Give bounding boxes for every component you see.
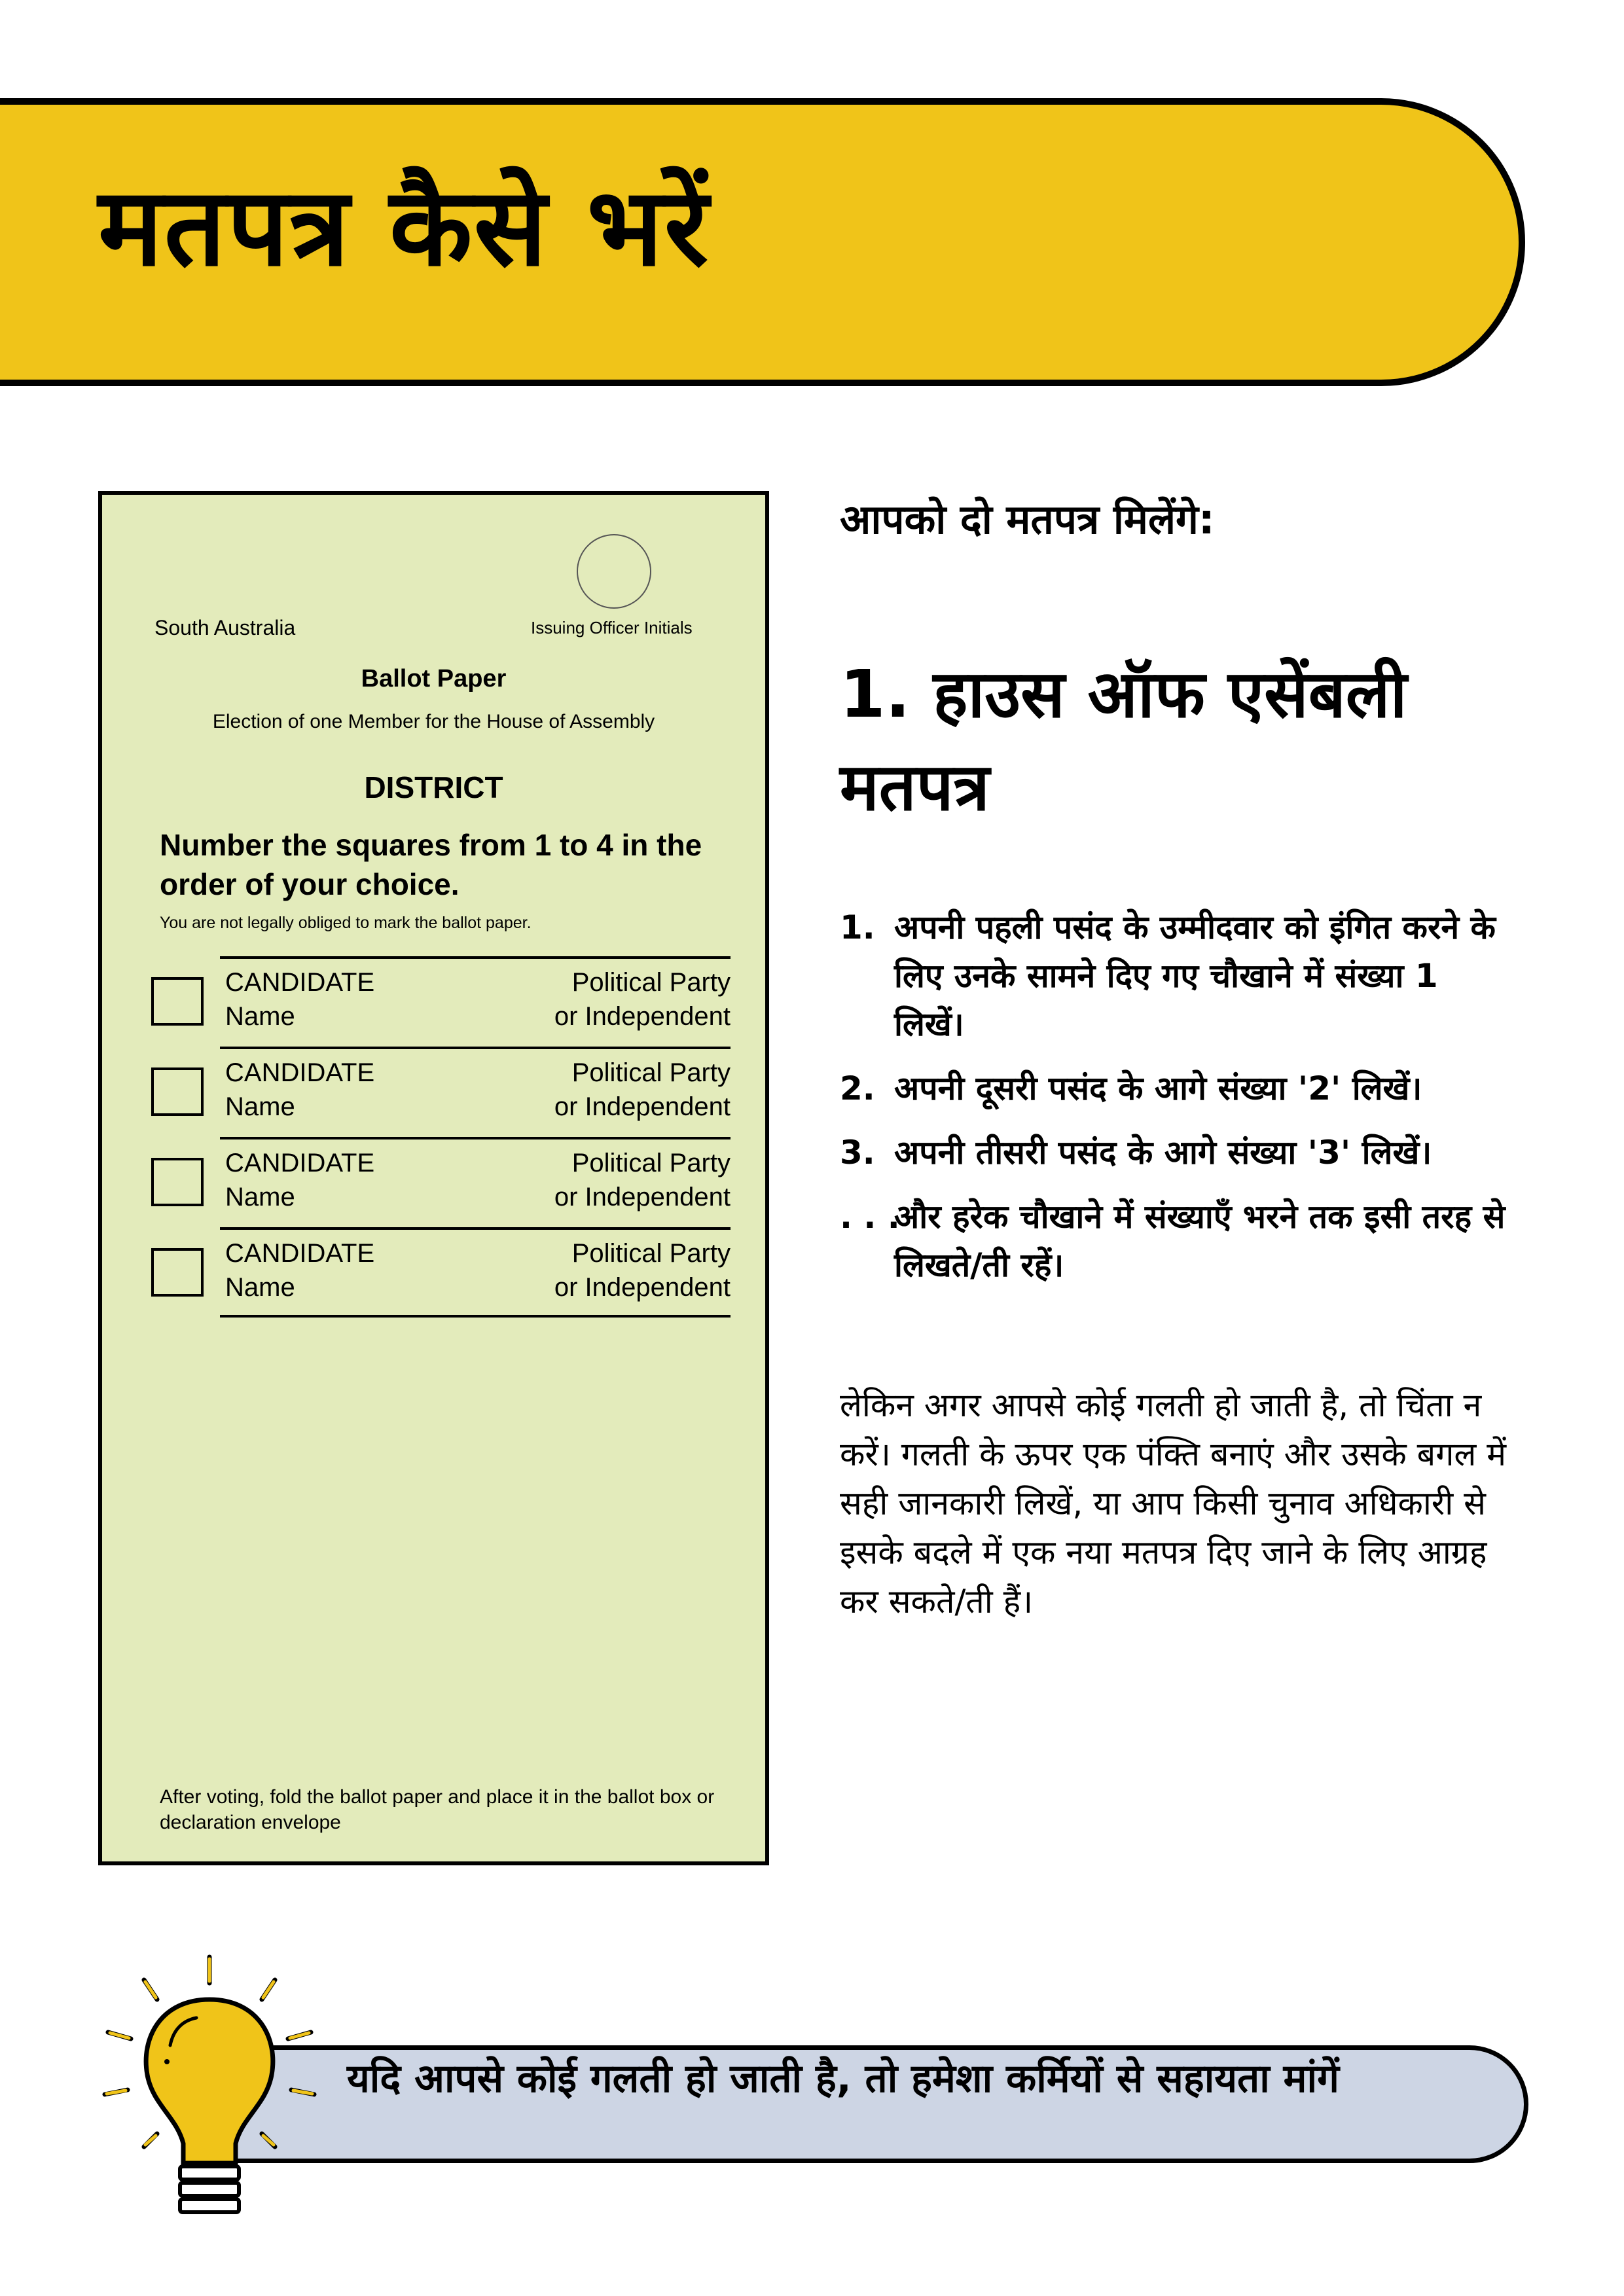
step-text: अपनी तीसरी पसंद के आगे संख्या '3' लिखें। xyxy=(894,1134,1432,1172)
candidate-list xyxy=(151,956,731,1318)
party-line1: Political Party xyxy=(571,968,731,997)
steps-list xyxy=(840,903,1514,1305)
step-number: 2. xyxy=(840,1069,875,1107)
candidate-name xyxy=(225,1056,374,1124)
ballot-note: You are not legally obliged to mark the ballot paper. xyxy=(160,914,532,932)
step-text: और हरेक चौखाने में संख्याएँ भरने तक इसी तरह से लिखते/ती रहें। xyxy=(894,1198,1506,1284)
party-line2: or Independent xyxy=(554,1273,731,1302)
candidate-name-line1: CANDIDATE xyxy=(225,1239,375,1268)
candidate-party xyxy=(554,1236,731,1304)
party-line1: Political Party xyxy=(571,1239,731,1268)
step-text: अपनी दूसरी पसंद के आगे संख्या '2' लिखें। xyxy=(894,1069,1422,1107)
row-divider xyxy=(220,956,731,959)
step-item xyxy=(840,1064,1514,1113)
candidate-row xyxy=(151,956,731,1047)
candidate-row xyxy=(151,1137,731,1227)
party-line2: or Independent xyxy=(554,1183,731,1211)
candidate-name-line1: CANDIDATE xyxy=(225,968,375,997)
party-line1: Political Party xyxy=(571,1058,731,1087)
step-number: . . . xyxy=(840,1198,900,1236)
step-number: 1. xyxy=(840,908,875,946)
candidate-checkbox[interactable] xyxy=(151,977,204,1026)
candidate-name-line2: Name xyxy=(225,1273,295,1302)
row-divider xyxy=(220,1227,731,1230)
candidate-row xyxy=(151,1047,731,1137)
party-line2: or Independent xyxy=(554,1002,731,1031)
bulb-base xyxy=(180,2166,239,2179)
candidate-party xyxy=(554,1146,731,1214)
candidate-name-line2: Name xyxy=(225,1092,295,1121)
step-text: अपनी पहली पसंद के उम्मीदवार को इंगित करने के लिए उनके सामने दिए गए चौखाने में संख्या 1 लिखें। xyxy=(894,908,1496,1043)
candidate-party xyxy=(554,965,731,1033)
ballot-state: South Australia xyxy=(154,616,296,639)
ballot-election: Election of one Member for the House of Assembly xyxy=(212,711,655,732)
ballot-district: DISTRICT xyxy=(364,770,503,804)
row-divider xyxy=(220,1137,731,1139)
step-item xyxy=(840,903,1514,1049)
ballot-paper xyxy=(98,491,769,1865)
initials-circle xyxy=(577,534,651,609)
ballot-instruction: Number the squares from 1 to 4 in the order of your choice. xyxy=(160,828,702,901)
party-line1: Political Party xyxy=(571,1149,731,1177)
candidate-name xyxy=(225,1146,374,1214)
candidate-row xyxy=(151,1227,731,1318)
candidate-name-line2: Name xyxy=(225,1002,295,1031)
issuing-officer-label: Issuing Officer Initials xyxy=(531,618,693,637)
row-divider xyxy=(220,1047,731,1049)
candidate-name-line2: Name xyxy=(225,1183,295,1211)
candidate-name xyxy=(225,1236,374,1304)
candidate-party xyxy=(554,1056,731,1124)
mistake-paragraph: लेकिन अगर आपसे कोई गलती हो जाती है, तो चिंता न करें। गलती के ऊपर एक पंक्ति बनाएं और उसके बगल में सही जानकारी लिखें, या आप किसी चुनाव अधिकारी से इसके बदले में एक नया मतपत्र दिए जाने के लिए आग्रह कर सकते/ती हैं। xyxy=(840,1386,1507,1621)
ballots-subhead: आपको दो मतपत्र मिलेंगे: xyxy=(840,495,1215,543)
ballot-after-voting: After voting, fold the ballot paper and place it in the ballot box or declaration envelope xyxy=(160,1786,715,1833)
step-item xyxy=(840,1128,1514,1177)
candidate-name xyxy=(225,965,374,1033)
page-title: मतपत्र कैसे भरें xyxy=(98,164,710,290)
bulb-glass xyxy=(146,2000,273,2163)
candidate-name-line1: CANDIDATE xyxy=(225,1058,375,1087)
row-divider xyxy=(220,1315,731,1318)
candidate-name-line1: CANDIDATE xyxy=(225,1149,375,1177)
candidate-checkbox[interactable] xyxy=(151,1067,204,1116)
step-number: 3. xyxy=(840,1134,875,1172)
step-item xyxy=(840,1193,1514,1289)
party-line2: or Independent xyxy=(554,1092,731,1121)
candidate-checkbox[interactable] xyxy=(151,1248,204,1297)
lightbulb-icon xyxy=(85,1947,334,2222)
section-title: 1. हाउस ऑफ एसेंबली मतपत्र xyxy=(840,656,1407,825)
ballot-title: Ballot Paper xyxy=(361,665,507,692)
tip-text: यदि आपसे कोई गलती हो जाती है, तो हमेशा कर्मियों से सहायता मांगें xyxy=(347,2056,1339,2102)
candidate-checkbox[interactable] xyxy=(151,1158,204,1206)
